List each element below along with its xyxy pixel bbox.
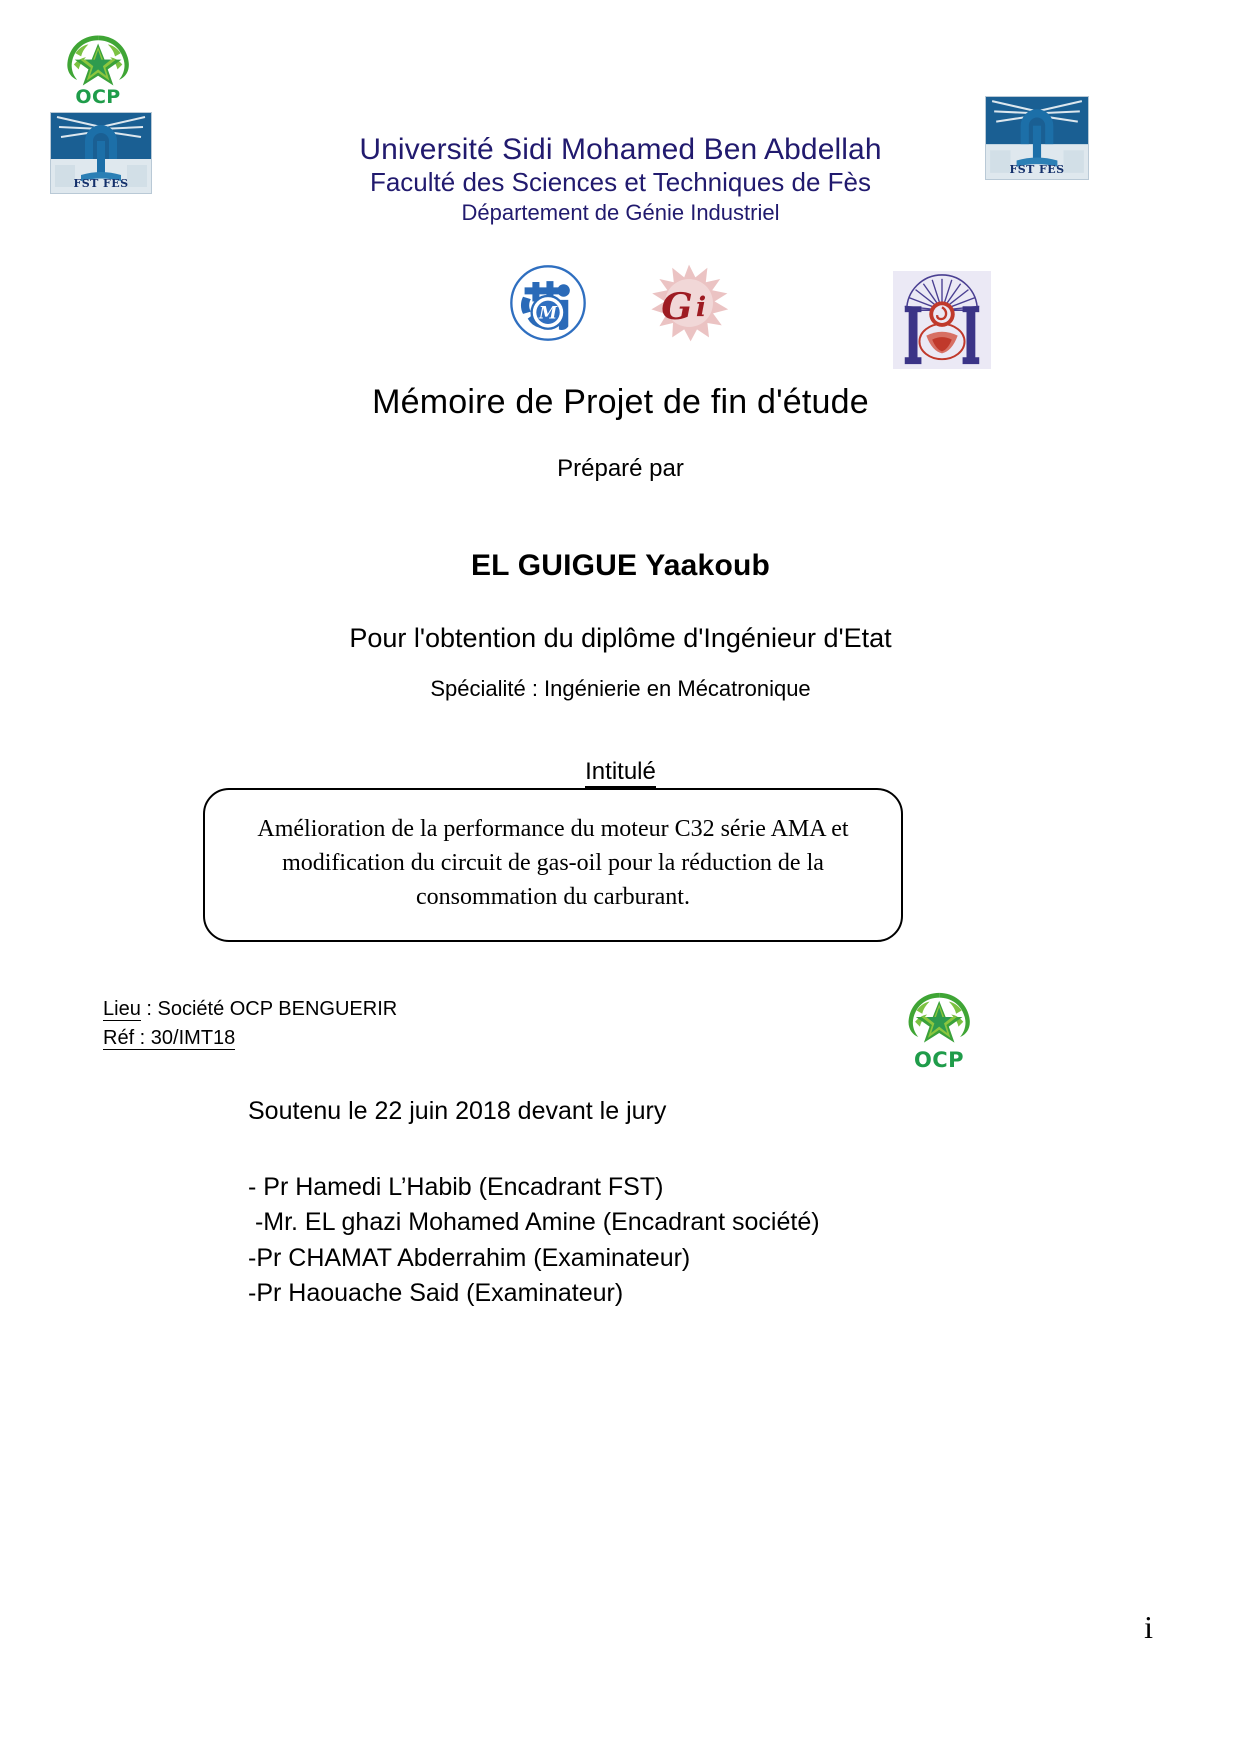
thesis-title-line-1: Amélioration de la performance du moteur C32 série AMA et bbox=[257, 816, 849, 842]
thesis-title-line-3: consommation du carburant. bbox=[416, 884, 690, 911]
specialty-line: Spécialité : Ingénierie en Mécatronique bbox=[430, 675, 811, 701]
ref-line bbox=[103, 1024, 397, 1053]
jury-member: - Pr Hamedi L’Habib (Encadrant FST) bbox=[248, 1172, 664, 1201]
program-logos-row bbox=[0, 263, 1241, 343]
lieu-value: : Société OCP BENGUERIR bbox=[140, 998, 398, 1020]
fst-fes-wordmark: FST FES bbox=[73, 176, 129, 190]
lieu-label: Lieu bbox=[103, 998, 141, 1020]
jury-member: -Pr Haouache Said (Examinateur) bbox=[248, 1279, 624, 1307]
page-number: i bbox=[1144, 1609, 1153, 1645]
gi-starburst-icon bbox=[645, 263, 733, 343]
mecatronique-logo bbox=[509, 264, 587, 342]
gear-m-icon bbox=[509, 264, 587, 342]
location-block bbox=[103, 995, 397, 1053]
faculty-name: Faculté des Sciences et Techniques de Fès bbox=[369, 167, 872, 198]
jury-member: -Mr. EL ghazi Mohamed Amine (Encadrant société) bbox=[248, 1208, 820, 1236]
thesis-title-line-2: modification du circuit de gas-oil pour la réduction de la bbox=[282, 850, 824, 877]
jury-block bbox=[248, 1095, 820, 1312]
intitule-heading-text: Intitulé bbox=[585, 758, 656, 788]
cover-body-block bbox=[0, 382, 1241, 786]
prepared-by-label: Préparé par bbox=[557, 454, 684, 482]
document-title: Mémoire de Projet de fin d'étude bbox=[372, 383, 869, 421]
ocp-logo-wordmark: OCP bbox=[75, 86, 121, 109]
department-name: Département de Génie Industriel bbox=[461, 199, 780, 225]
svg-text:M: M bbox=[538, 303, 557, 323]
degree-line: Pour l'obtention du diplôme d'Ingénieur d'Etat bbox=[349, 622, 892, 653]
fst-fes-wordmark: FST FES bbox=[1009, 162, 1065, 176]
author-name: EL GUIGUE Yaakoub bbox=[470, 548, 771, 582]
ocp-wreath-icon bbox=[899, 983, 979, 1048]
jury-member: -Pr CHAMAT Abderrahim (Examinateur) bbox=[248, 1243, 691, 1272]
ref-text: Réf : 30/IMT18 bbox=[103, 1027, 236, 1049]
genie-industriel-logo bbox=[645, 263, 733, 343]
lieu-line bbox=[103, 995, 397, 1024]
ocp-logo-top-left bbox=[43, 24, 153, 112]
ocp-wreath-icon bbox=[53, 29, 143, 87]
thesis-title-box bbox=[203, 788, 903, 942]
intitule-heading bbox=[0, 758, 1241, 786]
ocp-logo-wordmark: OCP bbox=[914, 1047, 964, 1072]
defense-date-line: Soutenu le 22 juin 2018 devant le jury bbox=[248, 1097, 667, 1125]
jury-members-list bbox=[248, 1170, 820, 1312]
ocp-logo-bottom-right bbox=[890, 978, 988, 1076]
header-text-block bbox=[0, 132, 1241, 226]
svg-text:G: G bbox=[660, 284, 693, 328]
university-name: Université Sidi Mohamed Ben Abdellah bbox=[359, 133, 882, 166]
svg-text:i: i bbox=[695, 290, 706, 323]
